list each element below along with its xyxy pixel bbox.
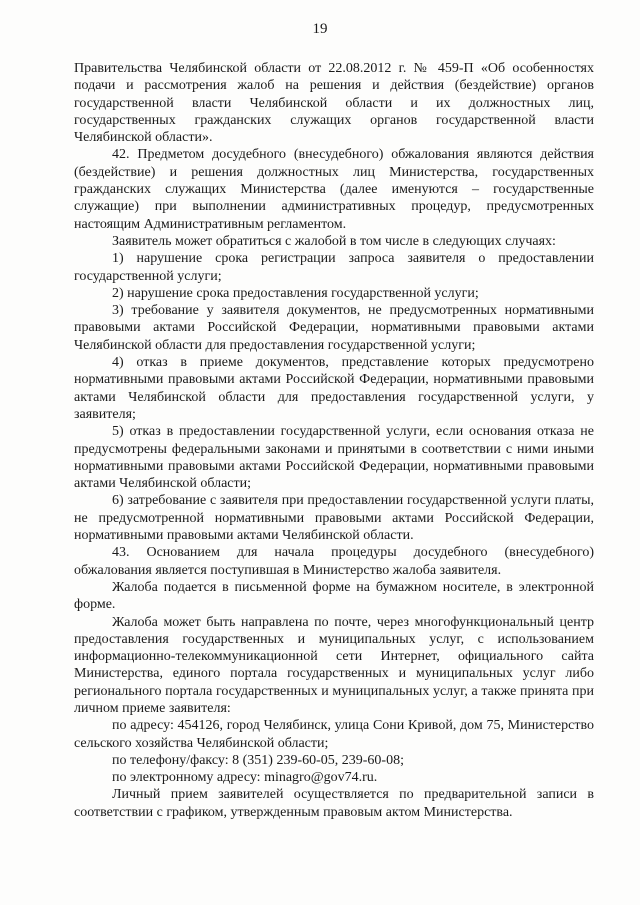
paragraph-appeal-cases-intro: Заявитель может обратиться с жалобой в том числе в следующих случаях: [112, 233, 556, 249]
list-item-6: 6) затребование с заявителя при предоставлении государственной услуги платы, не предусмотренной нормативными правовыми актами Российской Федерации, нормативными правовыми актами Челябинской области. [74, 493, 594, 544]
paragraph-43-grounds: 43. Основанием для начала процедуры досудебного (внесудебного) обжалования является поступившая в Министерство жалоба заявителя. [74, 545, 594, 578]
page-number: 19 [312, 21, 328, 37]
list-item-5: 5) отказ в предоставлении государственной услуги, если основания отказа не предусмотрены федеральными законами и принятыми в соответствии с ними иными нормативными правовыми актами Российской Федерации, нормативными правовыми актами Челябинской области; [74, 424, 594, 492]
paragraph-submission-channels: Жалоба может быть направлена по почте, через многофункциональный центр предоставления государственных и муниципальных услуг, с использованием информационно-телекоммуникационной сети Интернет, официального сайта Министерства, единого портала государственных и муниципальных услуг либо регионального портала государственных и муниципальных услуг, а также принята при личном приеме заявителя: [74, 614, 594, 716]
paragraph-personal-reception: Личный прием заявителей осуществляется по предварительной записи в соответствии с графиком, утвержденным правовым актом Министерства. [74, 787, 594, 820]
list-item-2: 2) нарушение срока предоставления государственной услуги; [112, 285, 479, 301]
list-item-4: 4) отказ в приеме документов, представление которых предусмотрено нормативными правовыми актами Российской Федерации, нормативными правовыми актами Челябинской области для предоставления государственной услуги, у заявителя; [74, 355, 594, 422]
paragraph-42-subject-of-appeal: 42. Предметом досудебного (внесудебного) обжалования являются действия (бездействие) и решения должностных лиц Министерства, государственных гражданских служащих Министерства (далее именуются – государственные служащие) при выполнении административных процедур, предусмотренных настоящим Административным регламентом. [74, 147, 594, 232]
list-item-1: 1) нарушение срока регистрации запроса заявителя о предоставлении государственной услуги; [74, 251, 594, 284]
paragraph-resolution-reference: Правительства Челябинской области от 22.08.2012 г. № 459-П «Об особенностях подачи и рассмотрения жалоб на решения и действия (бездействие) органов государственной власти Челябинской области и их должностных лиц, государственных гражданских служащих органов государственной власти Челябинской области». [74, 61, 594, 146]
paragraph-complaint-form: Жалоба подается в письменной форме на бумажном носителе, в электронной форме. [74, 579, 594, 613]
paragraph-address: по адресу: 454126, город Челябинск, улица Сони Кривой, дом 75, Министерство сельского хозяйства Челябинской области; [74, 718, 594, 751]
document-body [74, 60, 594, 821]
list-item-3: 3) требование у заявителя документов, не предусмотренных нормативными правовыми актами Российской Федерации, нормативными правовыми актами Челябинской области для предоставления государственной услуги; [74, 303, 594, 353]
paragraph-phone-fax: по телефону/факсу: 8 (351) 239-60-05, 239-60-08; [112, 752, 404, 768]
paragraph-email: по электронному адресу: minagro@gov74.ru. [112, 770, 378, 786]
